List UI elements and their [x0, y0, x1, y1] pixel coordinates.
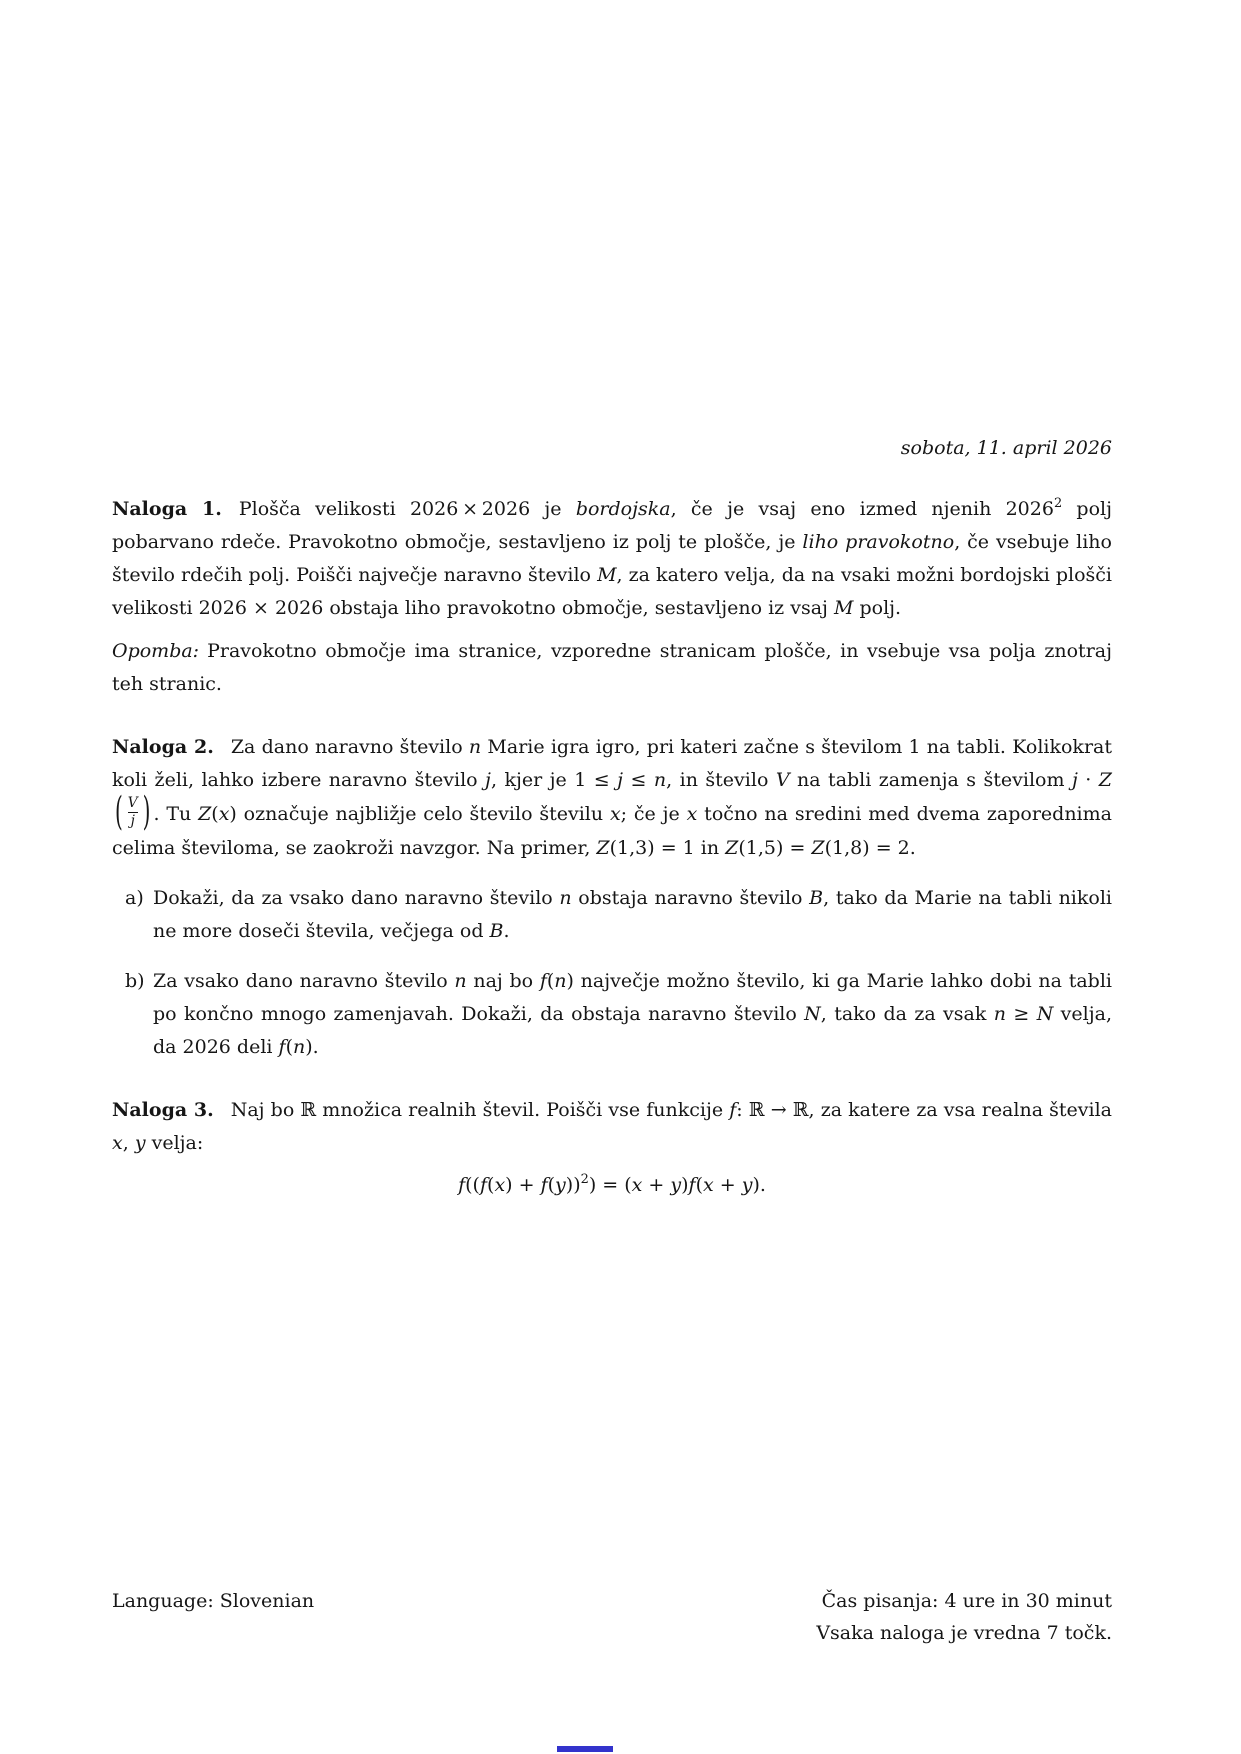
problem-2-body: Za dano naravno število n Marie igra igro, pri kateri začne s številom 1 na tabli. Kolikokrat koli želi, lahko izbere naravno število j, kjer je 1 ≤ j ≤ n, in število V na tabli zamenja s številom j · Z ( V j ) . Tu Z(x) označuje najbližje celo število številu x; če je x točno na sredini med dvema zaporednima celima številoma, se zaokroži navzgor. Na primer, Z(1,3) = 1 in Z(1,5) = Z(1,8) = 2. [112, 736, 1112, 860]
inline-fraction: ( V j ) [115, 787, 151, 835]
bottom-page-mark [557, 1746, 613, 1752]
exam-date: sobota, 11. april 2026 [900, 437, 1112, 459]
footer-language: Language: Slovenian [112, 1590, 315, 1612]
item-a-marker: a) [125, 887, 144, 910]
problem-1 [112, 493, 1112, 625]
page-footer [112, 1585, 1112, 1649]
item-b-body: Za vsako dano naravno število n naj bo f(n) največje možno število, ki ga Marie lahko dobi na tabli po končno mnogo zamenjavah. Dokaži, da obstaja naravno število N, tako da za vsak n ≥ N velja, da 2026 deli f(n). [153, 970, 1112, 1059]
problem-3-body: Naj bo ℝ množica realnih števil. Poišči vse funkcije f: ℝ → ℝ, za katere za vsa realna števila x, y velja: [112, 1099, 1112, 1155]
problem-1-label: Naloga 1. [112, 498, 222, 520]
footer-points: Vsaka naloga je vredna 7 točk. [816, 1622, 1112, 1644]
note-label: Opomba: [112, 640, 200, 662]
problem-2 [112, 731, 1112, 865]
problem-2-label: Naloga 2. [112, 736, 214, 758]
item-b-marker: b) [125, 970, 145, 993]
problem-3-label: Naloga 3. [112, 1099, 214, 1122]
problem-3 [112, 1094, 1112, 1160]
problem-1-note [112, 635, 1112, 701]
list-item-a [125, 882, 1112, 948]
problem-1-body: Plošča velikosti 2026 × 2026 je bordojska, če je vsaj eno izmed njenih 2026$^2$ polj pobarvano rdeče. Pravokotno območje, sestavljeno iz polj te plošče, je liho pravokotno, če vsebuje liho število rdečih polj. Poišči največje naravno število M, za katero velja, da na vsaki možni bordojski plošči velikosti 2026 × 2026 obstaja liho pravokotno območje, sestavljeno iz vsaj M polj. [112, 496, 1112, 619]
footer-duration: Čas pisanja: 4 ure in 30 minut [821, 1590, 1112, 1612]
page-content [112, 0, 1112, 1202]
problem-3-formula: $f((f(x) + f(y))^2) = (x + y)f(x + y)$. [458, 1172, 766, 1197]
item-a-body: Dokaži, da za vsako dano naravno število n obstaja naravno število B, tako da Marie na tabli nikoli ne more doseči števila, večjega od B. [153, 887, 1112, 943]
footer-info [816, 1585, 1112, 1649]
note-body: Pravokotno območje ima stranice, vzporedne stranicam plošče, in vsebuje vsa polja znotraj teh stranic. [112, 640, 1112, 695]
list-item-b [125, 965, 1112, 1064]
problem-2-items [112, 882, 1112, 1064]
